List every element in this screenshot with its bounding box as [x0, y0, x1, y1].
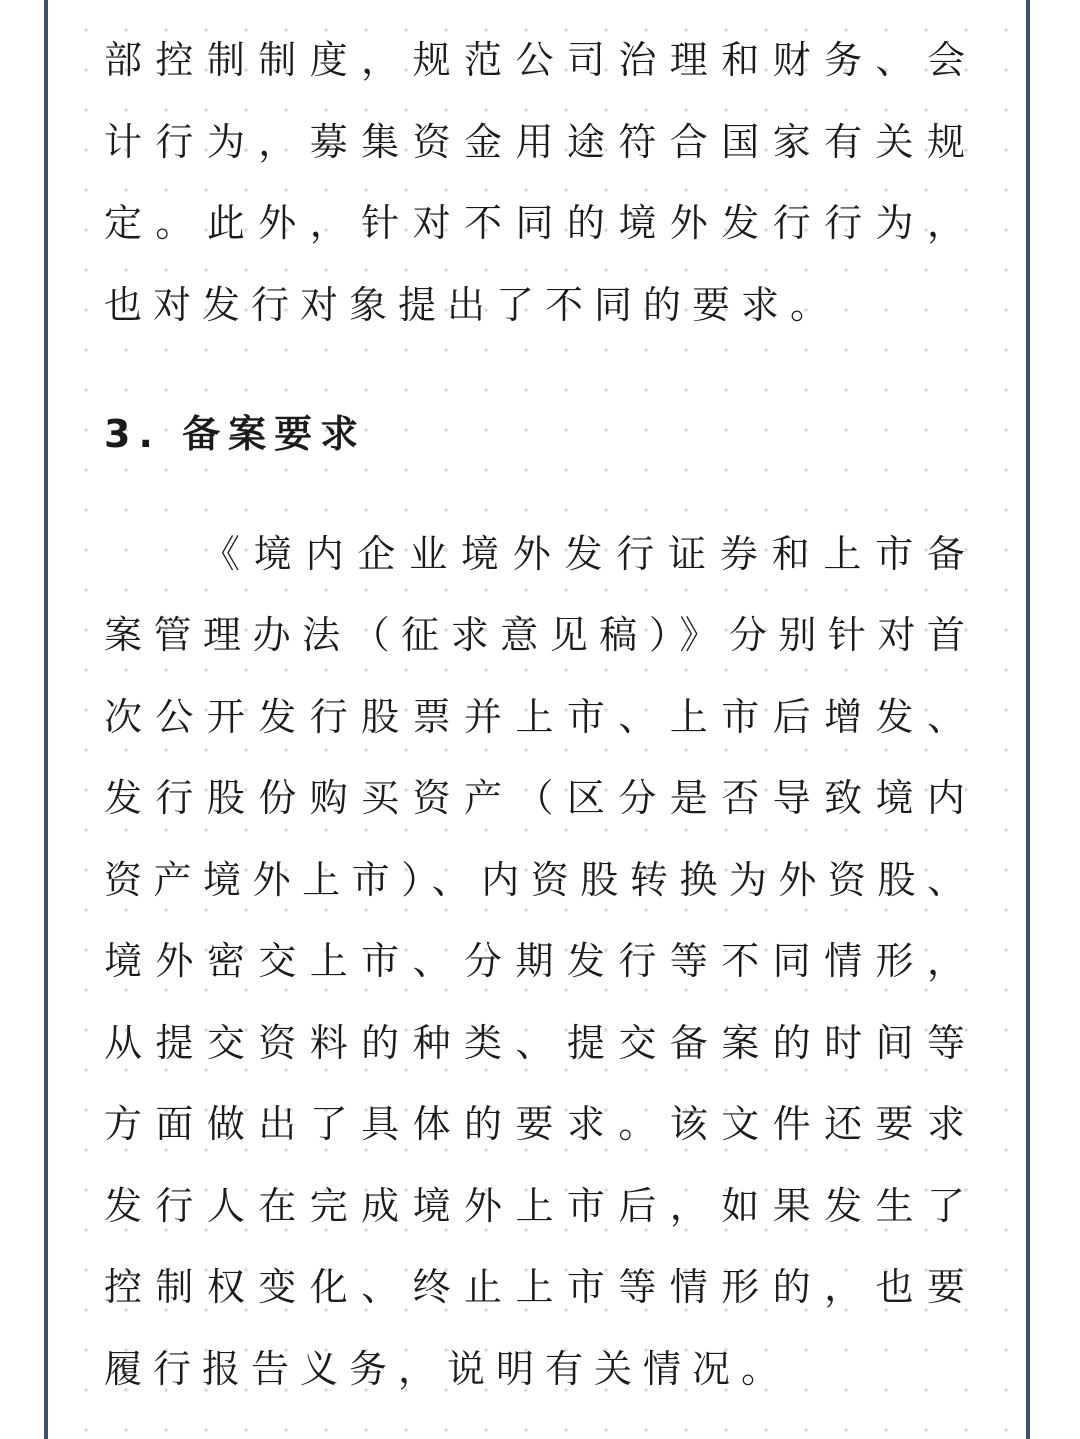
body-paragraph: 《境内企业境外发行证券和上市备案管理办法（征求意见稿）》分别针对首次公开发行股票并上市、上市后增发、发行股份购买资产（区分是否导致境内资产境外上市）、内资股转换为外资股、境外密交上市、分期发行等不同情形，从提交资料的种类、提交备案的时间等方面做出了具体的要求。该文件还要求发行人在完成境外上市后，如果发生了控制权变化、终止上市等情形的，也要履行报告义务，说明有关情况。	[104, 531, 976, 1391]
intro-paragraph: 部控制制度，规范公司治理和财务、会计行为，募集资金用途符合国家有关规定。此外，针对不同的境外发行行为，也对发行对象提出了不同的要求。	[104, 38, 976, 327]
article-content	[104, 20, 976, 1410]
section-heading: 3. 备案要求	[104, 412, 367, 456]
